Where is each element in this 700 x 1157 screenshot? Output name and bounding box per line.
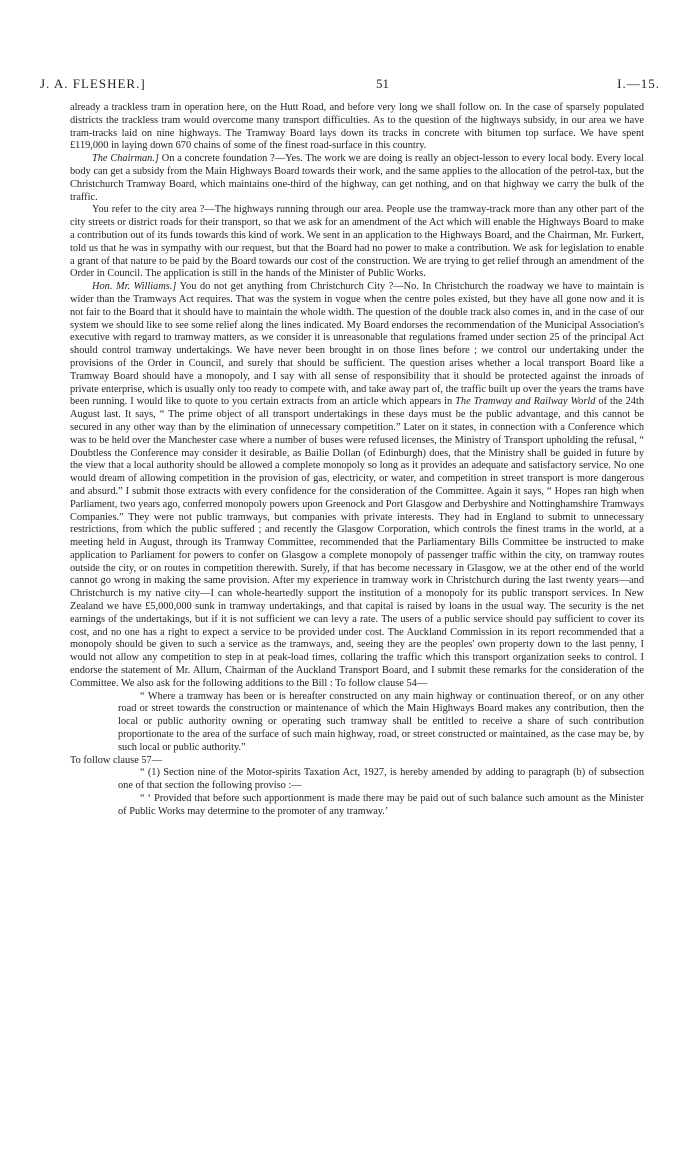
quoted-proviso: “ ‘ Provided that before such apportionment is made there may be paid out of such balance such amount as the Minister of Public Works may determine to the promoter of any tramway.’ (118, 793, 644, 817)
publication-title: The Tramway and Railway World (455, 396, 596, 408)
paragraph-1: already a trackless tram in operation here, on the Hutt Road, and before very long we shall follow on. In the case of sparsely populated districts the trackless tram would overcome many transport difficulties. As to the question of the highways subsidy, in our area we have tram-tracks laid on nine highways. The Tramway Board lays down its tracks in concrete with bitumen top surface. We have spent £119,000 in laying down 670 chains of some of the finest road-surface in this country. (70, 102, 644, 152)
quoted-clause-57: “ (1) Section nine of the Motor-spirits Taxation Act, 1927, is hereby amended by adding to paragraph (b) of subsection one of that section the following proviso :— (118, 767, 644, 792)
paragraph-4 (70, 281, 644, 691)
document-reference: I.—15. (617, 76, 660, 91)
paragraph-2-text: On a concrete foundation ?—Yes. The work we are doing is really an object-lesson to every local body. Every local body can get a subsidy from the Main Highways Board towards their work, and the same applies to the allocation of the petrol-tax, but the Christchurch Tramway Board, which maintains one-third of the highway, can get nothing, and on that highway we carry the bulk of the traffic. (70, 153, 644, 203)
paragraph-4-text: You do not get anything from Christchurch City ?—No. In Christchurch the roadway we have to maintain is wider than the Tramways Act requires. That was the system in vogue when the centre poles existed, but they have all gone now and it is not fair to the Board that it should have to maintain the whole width. The question of the double track also comes in, and in the case of our system we should like to see some relief along the lines indicated. My Board endorses the recommendation of the Municipal Association's executive with regard to tramway matters, as we consider it is unreasonable that regulations framed under section 25 of the principal Act should control tramway undertakings. We have never been brought in on those lines before ; we control our undertaking under the provisions of the Order in Council, and surely that should be sufficient. The question arises whether a local transport Board like a Tramway Board should have a monopoly, and I say with all sense of responsibility that it should be protected against the inroads of private enterprise, which is usually only too ready to compete with, and take away part of, the traffic built up over the years the trams have been running. I would like to quote to you certain extracts from an article which appears in (70, 281, 644, 408)
speaker-williams: Hon. Mr. Williams.] (92, 281, 177, 293)
quoted-clause-54: “ Where a tramway has been or is hereafter constructed on any main highway or continuation thereof, or on any other road or street towards the construction or maintenance of which the Main Highways Board makes any contribution, then the local or public authority owning or operating such tramway shall be entitled to receive a share of such contribution proportionate to the area of the surface of such main highway, road, or street constructed or maintained, as the case may be, by such local or public authority.” (118, 690, 644, 753)
paragraph-2 (70, 153, 644, 204)
document-body (70, 102, 644, 819)
paragraph-3: You refer to the city area ?—The highways running through our area. People use the tramway-track more than any other part of the city streets or district roads for their transport, so that we ask for an amendment of the Act which will enable the Highways Board to make a contribution out of its funds towards this kind of work. We sent in an application to the Highways Board, and the Chairman, Mr. Furkert, told us that he was in sympathy with our request, but that the Board had no power to make a contribution. We ask for legislation to enable a grant of that nature to be paid by the Board towards our cost of the construction. We are trying to get relief through an amendment of the Order in Council. The application is still in the hands of the Minister of Public Works. (70, 204, 644, 280)
page-number: 51 (376, 76, 389, 91)
page-header (40, 76, 660, 96)
header-speaker: J. A. FLESHER.] (40, 76, 146, 91)
paragraph-4-continued: of the 24th August last. It says, “ The prime object of all transport undertakings in these days must be the public advantage, and this cannot be secured in any other way than by the elimination of unnecessary competition.” Later on it states, in connection with a Conference which was to be held over the Manchester case where a number of buses were refused licenses, the Ministry of Transport upholding the refusal, “ Doubtless the Conference may consider it desirable, as Bailie Dollan (of Edinburgh) does, that the Ministry shall be guided in future by the view that a local authority should be allowed a complete monopoly so long as it provides an adequate and satisfactory service. No one would dream of allowing competition in the provision of gas, electricity, or water, and competition in street transport is more dangerous and absurd.” I submit those extracts with every confidence for the consideration of the Committee. Again it says, “ Hopes ran high when Parliament, two years ago, conferred monopoly powers upon Greenock and Port Glasgow and Derbyshire and Nottinghamshire Tramways Companies.” They were not public tramways, but companies with private interests. They had in England to submit to unnecessary restrictions, from which the public suffered ; and recently the Glasgow Corporation, which controls the finest trams in the world, at a meeting held in August, through its Tramway Committee, recommended that the Parliamentary Bills Committee be instructed to make application to Parliament for powers to confer on Glasgow a complete monopoly of passenger traffic within the city, on tramway routes outside the city, or on routes in competition therewith. Surely, if that has become necessary in Glasgow, we at the other end of the world cannot go wrong in making the same provision. After my experience in tramway work in Christchurch during the last twenty years—and Christchurch is my native city—I can whole-heartedly support the institution of a monopoly for its public transport services. In New Zealand we have £5,000,000 sunk in tramway undertakings, and that capital is raised by loans in the usual way. The security is the net earnings of the undertakings, but if it is not sufficient we can levy a rate. The users of a public service should pay sufficient to cover its cost, and no one has a right to expect a service to be provided under cost. The Auckland Commission in its report recommended that a monopoly should be given to such a service as the tramways, and, seeing they are the peoples' own property down to the last penny, I would not allow any competition to step in at peak-load times, collaring the traffic which this transport organization seeks to control. I endorse the statement of Mr. Allum, Chairman of the Auckland Transport Board, and I submit these remarks for the consideration of the Committee. We also ask for the following additions to the Bill : To follow clause 54— (70, 396, 644, 689)
speaker-chairman: The Chairman.] (92, 153, 159, 165)
clause-57-heading: To follow clause 57— (70, 754, 163, 766)
